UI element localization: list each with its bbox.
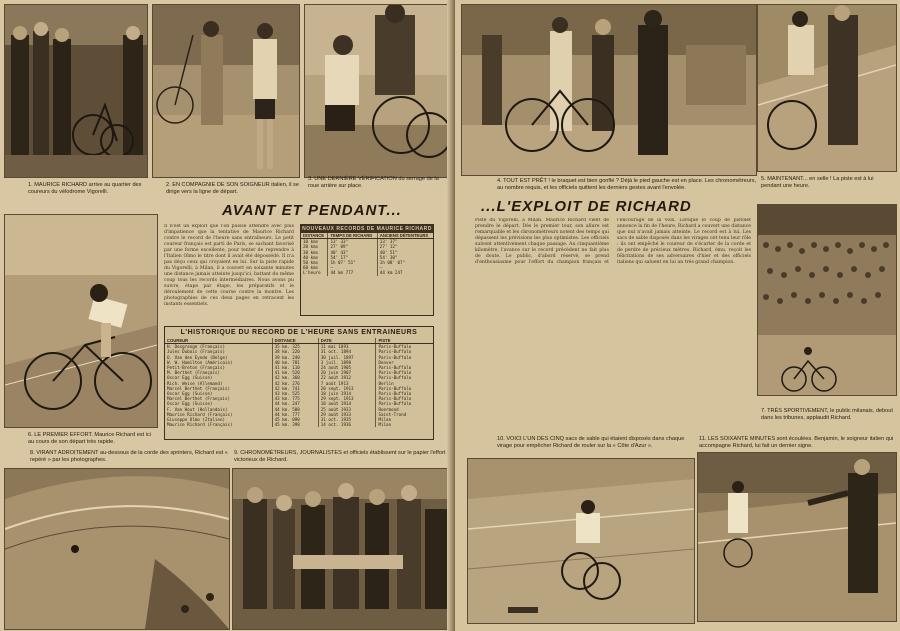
history-header-distance: DISTANCE [272,338,318,344]
photo-1-arrival [4,4,148,178]
history-header-track: PISTE [376,338,433,344]
photo-9-officials [232,468,452,630]
caption-5: 5. MAINTENANT... en selle ! La piste est à lui pendant une heure. [761,176,874,189]
caption-7: 7. TRÈS SPORTIVEMENT, le public milanais, debout dans les tribunes, applaudit Richard. [761,408,893,421]
caption-4: 4. TOUT EST PRÊT ! le braquet est bien gonflé ? Déjà le pied gauche est en place. Les chronométreurs, au nombre requis, et les officiels quittent les derniers gestes avant l'envolée. [497,178,757,191]
photo-3-wheel-check [304,4,450,178]
table-row: Maurice Richard (Français) 45 km. 398 14 oct. 1936 Milan [165,422,433,427]
table-row: O. Van den Eynde (Belge) 39 km. 240 30 juil. 1897 Paris-Buffalo [165,355,433,360]
article-body-left: Il n'est un exploit que l'on puisse attendre avec plus d'impatience que la tentative de Maurice Richard contre le record de l'heure sans entraîneurs. Le petit coureur français est parti de Paris, se sachant favorisé par une forme excellente, pour tenter de reprendre à l'Italien Olmo le titre dont il avait été dépossédé. Il n'a pas déçu ceux qui croyaient en lui. Sur la piste rapide du Vigorelli, à Milan, il a couvert en soixante minutes une distance jamais atteinte jusqu'ici, battant du même coup tous les records intermédiaires. Nous avons pu suivre, étape par étape, les préparatifs et le déroulement de cette course contre la montre. Les photographies de ces deux pages en retracent les instants essentiels. [164,224,294,307]
history-table-body [165,344,433,428]
headline-left: AVANT ET PENDANT... [222,202,402,219]
table-row: Marcel Berthet (Français) 43 km. 775 29 sept. 1913 Paris-Buffalo [165,396,433,401]
photo-4-ready [461,4,757,176]
photo-10-sandbag [467,458,695,624]
caption-8: 8. VIRANT ADROITEMENT au-dessous de la corde des sprinters, Richard est « repéré » par les photographes. [30,450,228,463]
history-table-grid [165,338,433,427]
history-header-rider: COUREUR [165,338,272,344]
table-row: Jules Dubois (Français) 38 km. 220 31 oct. 1894 Paris-Buffalo [165,349,433,354]
photo-6-first-effort [4,214,158,428]
headline-right: ...L'EXPLOIT DE RICHARD [481,198,692,215]
table-row: 50 kms 1h 07' 51" 1h 08' 07" [301,260,433,265]
table-row: M. Berthet (Français) 41 km. 520 20 juin 1907 Paris-Buffalo [165,370,433,375]
table-row: W. W. Hamilton (Américain) 40 km. 781 3 juil. 1898 Denver [165,360,433,365]
table-row: L'heure 44 km 777 44 km 247 [301,270,433,275]
photo-7-crowd [757,204,897,396]
caption-11: 11. LES SOIXANTE MINUTES sont écoulées. Benjamin, le soigneur italien qui accompagne Richard, lui fait un dernier signe. [699,436,894,449]
caption-3: 3. UNE DERNIÈRE VÉRIFICATION du serrage de la roue arrière sur place. [308,176,439,189]
table-row: Giuseppe Olmo (Italien) 45 km. 090 31 oct. 1935 Milan [165,417,433,422]
table-row: 40 kms 54' 17" 54' 30" [301,255,433,260]
table-row: Marcel Berthet (Français) 42 km. 741 20 sept. 1913 Paris-Buffalo [165,386,433,391]
records-table-grid [301,233,433,276]
photo-2-soigneur [152,4,300,178]
table-row: Oscar Egg (Suisse) 42 km. 360 22 août 1912 Paris-Buffalo [165,375,433,380]
photo-8-turn [4,468,230,630]
history-table [164,326,434,440]
history-table-title: L'HISTORIQUE DU RECORD DE L'HEURE SANS ENTRAINEURS [180,329,418,336]
records-header-previous: ANCIENS DÉTENTEURS [377,233,433,239]
table-row: F. Van Hout (Hollandais) 44 km. 588 25 août 1933 Roermond [165,407,433,412]
caption-9: 9. CHRONOMÉTREURS, JOURNALISTES et officiels établissent sur le papier l'effort victorieux de Richard. [234,450,446,463]
table-row: Petit-Breton (Français) 41 km. 110 24 août 1905 Paris-Buffalo [165,365,433,370]
table-row: 10 kms 13' 33" 13' 37" [301,239,433,245]
table-row: Maurice Richard (Français) 44 km. 777 29 août 1933 Saint-Trond [165,412,433,417]
records-header-distance: DISTANCE [301,233,328,239]
caption-6: 6. LE PREMIER EFFORT. Maurice Richard est ici au cours de son départ très rapide. [28,432,151,445]
records-header-time: TEMPS DE RICHARD [328,233,377,239]
table-row: Oscar Egg (Suisse) 43 km. 525 18 juin 1914 Paris-Buffalo [165,391,433,396]
caption-10: 10. VOICI L'UN DES CINQ sacs de sable qui étaient disposés dans chaque virage pour empêcher Richard de rouler sur la « Côte d'Azur ». [497,436,685,449]
table-row: H. Desgrange (Français) 35 km. 325 11 mai 1893 Paris-Buffalo [165,344,433,350]
photo-5-saddle [757,4,897,172]
caption-1: 1. MAURICE RICHARD arrive au quartier des coureurs du vélodrome Vigorelli. [28,182,142,195]
photo-11-final-sign [697,452,897,622]
right-page [455,0,900,631]
table-row: Rich. Weise (Allemand) 42 km. 276 7 août 1913 Berlin [165,381,433,386]
records-table [300,224,434,316]
article-body-right: Piste du Vigorelli, à Milan. Maurice Richard vient de prendre le départ. Dès le premier tour, son allure est remarquable et les chronométreurs notent des temps qui dépassent les prévisions les plus optimistes. Les officiels suivent attentivement chaque passage. Au cinquantième kilomètre, l'avance sur le record précédent ne fait plus de doute. Le public, d'abord réservé, se prend d'enthousiasme pour l'effort du champion français et l'encourage de la voix. Lorsque le coup de pistolet annonce la fin de l'heure, Richard a couvert une distance que nul n'avait jamais atteinte. Le record est à lui. Les sacs de sable disposés dans les virages ont tenu leur rôle : ils ont empêché le coureur de s'écarter de la corde et de perdre de précieux mètres. Richard, ému, reçoit les félicitations de ses adversaires d'hier et des officiels italiens qui saluent en lui un très grand champion. [475,218,751,265]
caption-2: 2. EN COMPAGNIE DE SON SOIGNEUR italien, il se dirige vers la ligne de départ. [166,182,299,195]
table-row: 20 kms 27' 09" 27' 12" [301,244,433,249]
table-row: Oscar Egg (Suisse) 44 km. 247 18 août 1914 Paris-Buffalo [165,401,433,406]
table-row: 30 kms 40' 43" 40' 51" [301,250,433,255]
records-table-title: NOUVEAUX RECORDS DE MAURICE RICHARD [302,226,432,232]
history-header-date: DATE [318,338,376,344]
table-row: 60 kms — — [301,265,433,270]
